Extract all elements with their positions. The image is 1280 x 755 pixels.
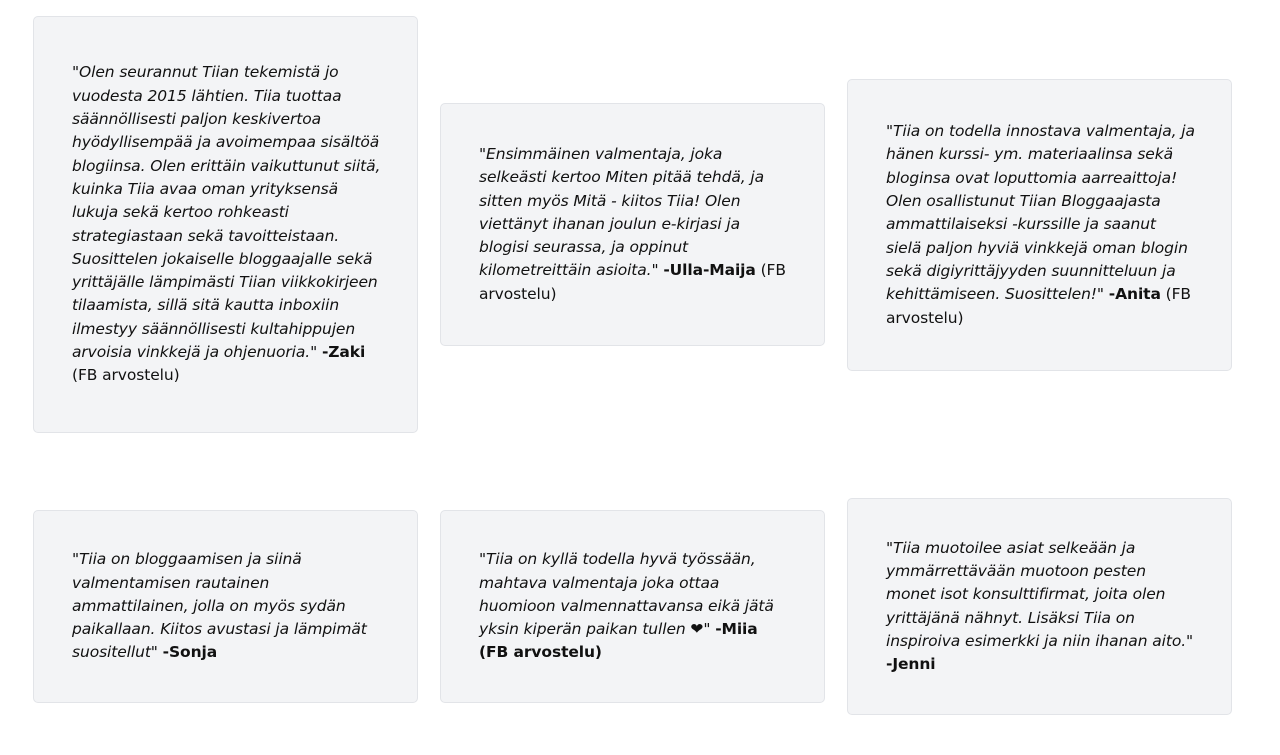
testimonial-source: (FB arvostelu) xyxy=(72,366,180,385)
testimonial-card xyxy=(847,498,1232,715)
testimonial-author: -Miia (FB arvostelu) xyxy=(479,620,758,662)
testimonial-source: (FB arvostelu) xyxy=(886,285,1191,327)
testimonial-card xyxy=(33,510,418,703)
testimonial-text xyxy=(72,548,381,664)
testimonial-text xyxy=(886,120,1195,330)
testimonial-text xyxy=(479,548,788,664)
testimonial-author: -Ulla-Maija xyxy=(663,261,756,280)
testimonial-quote: "Olen seurannut Tiian tekemistä jo vuodesta 2015 lähtien. Tiia tuottaa säännöllisesti paljon keskivertoa hyödyllisempää ja avoimempaa sisältöä blogiinsa. Olen erittäin vaikuttunut siitä, kuinka Tiia avaa oman yrityksensä lukuja sekä kertoo rohkeasti strategiastaan sekä tavoitteistaan. Suosittelen jokaiselle bloggaajalle sekä yrittäjälle lämpimästi Tiian viikkokirjeen tilaamista, sillä sitä kautta inboxiin ilmestyy säännöllisesti kultahippujen arvoisia vinkkejä ja ohjenuoria." xyxy=(72,63,381,361)
testimonial-text xyxy=(479,143,788,306)
testimonial-card xyxy=(847,79,1232,371)
testimonial-source: (FB arvostelu) xyxy=(479,261,786,303)
testimonial-text xyxy=(72,61,381,387)
testimonial-author: -Anita xyxy=(1108,285,1161,304)
testimonial-text xyxy=(886,537,1195,677)
testimonial-quote: "Tiia muotoilee asiat selkeään ja ymmärrettävään muotoon pesten monet isot konsulttifirmat, joita olen yrittäjänä nähnyt. Lisäksi Tiia on inspiroiva esimerkki ja niin ihanan aito." xyxy=(886,538,1194,650)
testimonial-author: -Jenni xyxy=(886,655,936,674)
testimonial-card xyxy=(440,510,825,703)
testimonial-author: -Zaki xyxy=(321,342,366,361)
testimonial-quote: "Tiia on bloggaamisen ja siinä valmentamisen rautainen ammattilainen, jolla on myös sydän paikallaan. Kiitos avustasi ja lämpimät suositellut" xyxy=(72,550,367,662)
testimonial-author: -Sonja xyxy=(162,643,218,662)
testimonial-quote: "Tiia on kyllä todella hyvä työssään, mahtava valmentaja joka ottaa huomioon valmennattavansa eikä jätä yksin kiperän paikan tullen ❤" xyxy=(479,550,774,639)
testimonial-quote: "Ensimmäinen valmentaja, joka selkeästi kertoo Miten pitää tehdä, ja sitten myös Mitä - kiitos Tiia! Olen viettänyt ihanan joulun e-kirjasi ja blogisi seurassa, ja oppinut kilometreittäin asioita." xyxy=(479,144,764,280)
testimonial-quote: "Tiia on todella innostava valmentaja, ja hänen kurssi- ym. materiaalinsa sekä bloginsa ovat loputtomia aarreaittoja! Olen osallistunut Tiian Bloggaajasta ammattilaiseksi -kurssille ja saanut sielä paljon hyviä vinkkejä oman blogin sekä digiyrittäjyyden suunnitteluun ja kehittämiseen. Suosittelen!" xyxy=(886,122,1195,304)
testimonial-card xyxy=(440,103,825,346)
testimonial-card xyxy=(33,16,418,433)
